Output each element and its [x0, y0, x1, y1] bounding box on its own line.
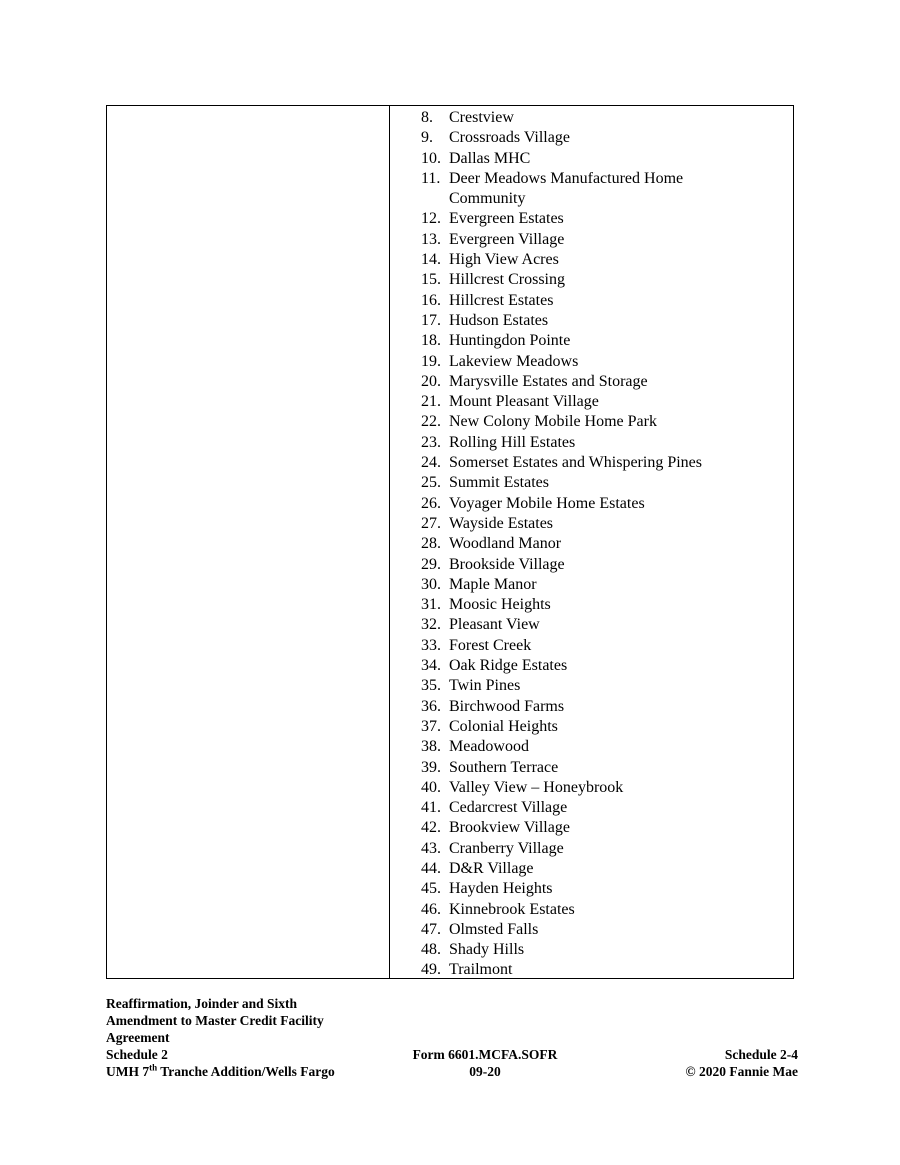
property-name: Evergreen Estates	[449, 210, 564, 228]
property-number: 31.	[421, 596, 441, 614]
property-list-item	[421, 900, 749, 920]
property-name: Meadowood	[449, 738, 529, 756]
property-list-item	[421, 392, 749, 412]
property-name: Somerset Estates and Whispering Pines	[449, 454, 702, 472]
property-list-item	[421, 534, 749, 554]
property-number: 37.	[421, 717, 441, 735]
schedule-table	[106, 105, 794, 979]
property-number: 10.	[421, 149, 441, 167]
property-number: 36.	[421, 697, 441, 715]
property-number: 24.	[421, 454, 441, 472]
property-list-item	[421, 311, 749, 331]
property-number: 49.	[421, 961, 441, 979]
property-name: Brookside Village	[449, 555, 565, 573]
property-name: Olmsted Falls	[449, 920, 539, 938]
footer-schedule-label: Schedule 2	[106, 1047, 168, 1062]
footer-form-number: Form 6601.MCFA.SOFR	[412, 1047, 558, 1062]
property-list-item	[421, 331, 749, 351]
property-name: High View Acres	[449, 251, 559, 269]
property-list-item	[421, 758, 749, 778]
property-list-item	[421, 433, 749, 453]
property-list-item	[421, 818, 749, 838]
tranche-ordinal: th	[149, 1062, 158, 1073]
property-number: 46.	[421, 900, 441, 918]
property-list-item	[421, 514, 749, 534]
property-number: 38.	[421, 738, 441, 756]
property-list-item	[421, 636, 749, 656]
property-name: Kinnebrook Estates	[449, 900, 575, 918]
column-divider	[389, 106, 390, 978]
property-number: 39.	[421, 758, 441, 776]
property-name: Hudson Estates	[449, 311, 549, 329]
property-list-item	[421, 575, 749, 595]
property-name: D&R Village	[449, 859, 534, 877]
property-list-item	[421, 737, 749, 757]
property-list-item	[421, 494, 749, 514]
property-name: Wayside Estates	[449, 514, 554, 532]
property-list	[421, 108, 749, 981]
property-list-item	[421, 372, 749, 392]
footer-center	[400, 995, 570, 1080]
property-list-item	[421, 595, 749, 615]
property-name: Woodland Manor	[449, 535, 562, 553]
property-list-item	[421, 108, 749, 128]
tranche-prefix: UMH 7	[106, 1064, 150, 1079]
property-number: 42.	[421, 819, 441, 837]
property-list-item	[421, 656, 749, 676]
property-number: 22.	[421, 413, 441, 431]
property-number: 13.	[421, 230, 441, 248]
property-number: 18.	[421, 332, 441, 350]
property-name: Birchwood Farms	[449, 697, 565, 715]
property-name: Mount Pleasant Village	[449, 393, 599, 411]
tranche-suffix: Tranche Addition/Wells Fargo	[157, 1064, 335, 1079]
property-name: Rolling Hill Estates	[449, 433, 576, 451]
property-number: 19.	[421, 352, 441, 370]
property-name: Hillcrest Estates	[449, 291, 554, 309]
property-name: Crossroads Village	[449, 129, 570, 147]
property-number: 17.	[421, 311, 441, 329]
property-name: Voyager Mobile Home Estates	[449, 494, 645, 512]
property-number: 34.	[421, 657, 441, 675]
property-list-item	[421, 230, 749, 250]
property-number: 43.	[421, 839, 441, 857]
property-number: 35.	[421, 677, 441, 695]
property-name: New Colony Mobile Home Park	[449, 413, 657, 431]
property-list-item	[421, 555, 749, 575]
property-name: Oak Ridge Estates	[449, 657, 568, 675]
property-number: 14.	[421, 251, 441, 269]
property-number: 15.	[421, 271, 441, 289]
property-list-item	[421, 149, 749, 169]
property-name: Lakeview Meadows	[449, 352, 579, 370]
property-number: 33.	[421, 636, 441, 654]
property-number: 16.	[421, 291, 441, 309]
property-name: Deer Meadows Manufactured Home Community	[449, 169, 684, 208]
property-list-item	[421, 778, 749, 798]
property-list-item	[421, 250, 749, 270]
property-number: 32.	[421, 616, 441, 634]
footer-doc-title-line1: Reaffirmation, Joinder and Sixth	[106, 996, 298, 1011]
property-list-item	[421, 676, 749, 696]
property-name: Huntingdon Pointe	[449, 332, 571, 350]
property-name: Maple Manor	[449, 575, 537, 593]
footer-doc-title-line2: Amendment to Master Credit Facility	[106, 1013, 324, 1028]
property-name: Summit Estates	[449, 474, 549, 492]
property-list-item	[421, 920, 749, 940]
footer-right	[640, 995, 798, 1080]
property-number: 20.	[421, 372, 441, 390]
property-name: Colonial Heights	[449, 717, 558, 735]
property-name: Valley View – Honeybrook	[449, 778, 624, 796]
property-number: 28.	[421, 535, 441, 553]
property-number: 26.	[421, 494, 441, 512]
property-list-item	[421, 859, 749, 879]
property-name: Cedarcrest Village	[449, 799, 568, 817]
property-name: Crestview	[449, 109, 514, 126]
property-number: 23.	[421, 433, 441, 451]
property-name: Evergreen Village	[449, 230, 565, 248]
property-list-item	[421, 879, 749, 899]
property-number: 44.	[421, 859, 441, 877]
property-list-item	[421, 209, 749, 229]
property-number: 47.	[421, 920, 441, 938]
property-name: Marysville Estates and Storage	[449, 372, 648, 390]
property-name: Hillcrest Crossing	[449, 271, 565, 289]
footer-left	[106, 995, 366, 1080]
property-name: Forest Creek	[449, 636, 532, 654]
property-number: 41.	[421, 799, 441, 817]
property-number: 48.	[421, 941, 441, 959]
property-name: Moosic Heights	[449, 596, 551, 614]
property-list-item	[421, 798, 749, 818]
property-name: Cranberry Village	[449, 839, 564, 857]
property-name: Dallas MHC	[449, 149, 531, 167]
property-name: Shady Hills	[449, 941, 525, 959]
property-list-item	[421, 291, 749, 311]
property-name: Brookview Village	[449, 819, 570, 837]
property-list-item	[421, 352, 749, 372]
property-list-item	[421, 960, 749, 980]
property-number: 11.	[421, 169, 441, 187]
property-list-item	[421, 615, 749, 635]
property-list-item	[421, 453, 749, 473]
property-list-item	[421, 717, 749, 737]
property-number: 12.	[421, 210, 441, 228]
property-list-item	[421, 940, 749, 960]
property-number: 9.	[421, 129, 433, 147]
property-number: 21.	[421, 393, 441, 411]
property-list-item	[421, 128, 749, 148]
property-name: Twin Pines	[449, 677, 521, 695]
property-number: 45.	[421, 880, 441, 898]
property-number: 30.	[421, 575, 441, 593]
property-name: Hayden Heights	[449, 880, 553, 898]
property-list-item	[421, 169, 749, 210]
property-number: 25.	[421, 474, 441, 492]
property-name: Southern Terrace	[449, 758, 559, 776]
property-list-item	[421, 270, 749, 290]
footer-doc-title-line3: Agreement	[106, 1030, 170, 1045]
property-number: 8.	[421, 109, 433, 126]
property-number: 29.	[421, 555, 441, 573]
property-number: 40.	[421, 778, 441, 796]
property-name: Pleasant View	[449, 616, 540, 634]
property-name: Trailmont	[449, 961, 513, 979]
property-list-item	[421, 839, 749, 859]
property-list-item	[421, 412, 749, 432]
footer-copyright: © 2020 Fannie Mae	[685, 1064, 798, 1079]
property-list-item	[421, 473, 749, 493]
footer-tranche-label	[106, 1063, 366, 1080]
property-number: 27.	[421, 514, 441, 532]
footer-page-number: Schedule 2-4	[724, 1047, 798, 1062]
property-list-item	[421, 697, 749, 717]
footer-form-date: 09-20	[469, 1064, 501, 1079]
